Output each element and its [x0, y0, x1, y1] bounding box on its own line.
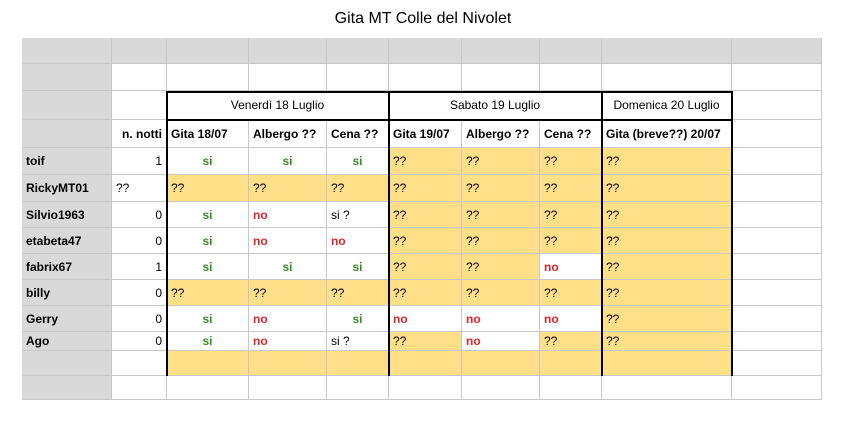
column-header-gita3[interactable]: Gita (breve??) 20/07 [602, 120, 732, 148]
column-header-cell[interactable] [462, 38, 540, 64]
answer-cell[interactable]: no [327, 228, 389, 254]
empty-cell[interactable] [462, 351, 540, 376]
empty-cell[interactable] [732, 120, 822, 148]
nights-cell[interactable]: 1 [112, 254, 167, 280]
nights-cell[interactable]: 0 [112, 306, 167, 332]
answer-cell[interactable]: ?? [389, 280, 462, 306]
answer-cell[interactable]: no [249, 228, 327, 254]
answer-cell[interactable]: si ? [327, 332, 389, 351]
row-header-cell[interactable] [22, 64, 112, 91]
empty-cell[interactable] [167, 351, 249, 376]
empty-cell[interactable] [540, 376, 602, 400]
empty-cell[interactable] [112, 64, 167, 91]
answer-cell[interactable]: si [167, 148, 249, 175]
answer-cell[interactable]: si [327, 254, 389, 280]
participant-name[interactable]: billy [22, 280, 112, 306]
column-header-cell[interactable] [22, 38, 112, 64]
empty-cell[interactable] [462, 64, 540, 91]
answer-cell[interactable]: ?? [602, 306, 732, 332]
answer-cell[interactable]: si [327, 306, 389, 332]
answer-cell[interactable]: ?? [327, 280, 389, 306]
group-header-saturday[interactable]: Sabato 19 Luglio [389, 91, 602, 120]
answer-cell[interactable]: ?? [602, 280, 732, 306]
empty-cell[interactable] [732, 280, 822, 306]
answer-cell[interactable]: si [167, 202, 249, 228]
empty-cell[interactable] [327, 64, 389, 91]
answer-cell[interactable]: ?? [602, 202, 732, 228]
nights-cell[interactable]: 0 [112, 332, 167, 351]
empty-cell[interactable] [167, 64, 249, 91]
answer-cell[interactable]: no [540, 306, 602, 332]
answer-cell[interactable]: ?? [389, 332, 462, 351]
answer-cell[interactable]: si ? [327, 202, 389, 228]
column-header-albergo2[interactable]: Albergo ?? [462, 120, 540, 148]
column-header-gita1[interactable]: Gita 18/07 [167, 120, 249, 148]
column-header-albergo1[interactable]: Albergo ?? [249, 120, 327, 148]
row-header-cell[interactable] [22, 91, 112, 120]
column-header-cell[interactable] [732, 38, 822, 64]
empty-cell[interactable] [249, 376, 327, 400]
answer-cell[interactable]: ?? [540, 175, 602, 202]
group-header-friday[interactable]: Venerdì 18 Luglio [167, 91, 389, 120]
empty-cell[interactable] [462, 376, 540, 400]
empty-cell[interactable] [327, 351, 389, 376]
answer-cell[interactable]: ?? [462, 202, 540, 228]
column-header-cell[interactable] [249, 38, 327, 64]
empty-cell[interactable] [540, 351, 602, 376]
answer-cell[interactable]: no [462, 332, 540, 351]
empty-cell[interactable] [732, 351, 822, 376]
answer-cell[interactable]: no [249, 332, 327, 351]
answer-cell[interactable]: ?? [167, 280, 249, 306]
row-header-cell[interactable] [22, 351, 112, 376]
column-header-cell[interactable] [112, 38, 167, 64]
participant-name[interactable]: toif [22, 148, 112, 175]
empty-cell[interactable] [602, 64, 732, 91]
answer-cell[interactable]: ?? [389, 148, 462, 175]
empty-cell[interactable] [112, 376, 167, 400]
answer-cell[interactable]: si [167, 306, 249, 332]
empty-cell[interactable] [249, 64, 327, 91]
answer-cell[interactable]: ?? [389, 228, 462, 254]
answer-cell[interactable]: si [167, 254, 249, 280]
empty-cell[interactable] [112, 351, 167, 376]
nights-cell[interactable]: 0 [112, 228, 167, 254]
participant-name[interactable]: Gerry [22, 306, 112, 332]
answer-cell[interactable]: ?? [327, 175, 389, 202]
answer-cell[interactable]: ?? [462, 254, 540, 280]
participant-name[interactable]: etabeta47 [22, 228, 112, 254]
answer-cell[interactable]: ?? [462, 228, 540, 254]
answer-cell[interactable]: ?? [462, 175, 540, 202]
column-header-gita2[interactable]: Gita 19/07 [389, 120, 462, 148]
empty-cell[interactable] [732, 91, 822, 120]
answer-cell[interactable]: ?? [389, 202, 462, 228]
answer-cell[interactable]: no [249, 306, 327, 332]
answer-cell[interactable]: ?? [602, 332, 732, 351]
group-border [166, 91, 733, 93]
answer-cell[interactable]: si [327, 148, 389, 175]
column-header-nights[interactable]: n. notti [112, 120, 167, 148]
answer-cell[interactable]: si [167, 228, 249, 254]
answer-cell[interactable]: ?? [389, 254, 462, 280]
empty-cell[interactable] [602, 376, 732, 400]
participant-name[interactable]: Silvio1963 [22, 202, 112, 228]
group-border [166, 119, 733, 121]
empty-cell[interactable] [540, 64, 602, 91]
column-header-cell[interactable] [327, 38, 389, 64]
answer-cell[interactable]: si [167, 332, 249, 351]
empty-cell[interactable] [389, 351, 462, 376]
group-border [388, 91, 390, 376]
empty-cell[interactable] [389, 376, 462, 400]
empty-cell[interactable] [732, 254, 822, 280]
column-header-cell[interactable] [167, 38, 249, 64]
empty-cell[interactable] [249, 351, 327, 376]
participant-name[interactable]: Ago [22, 332, 112, 351]
participant-name[interactable]: RickyMT01 [22, 175, 112, 202]
empty-cell[interactable] [732, 228, 822, 254]
empty-cell[interactable] [327, 376, 389, 400]
column-header-cena2[interactable]: Cena ?? [540, 120, 602, 148]
answer-cell[interactable]: ?? [602, 228, 732, 254]
answer-cell[interactable]: ?? [167, 175, 249, 202]
empty-cell[interactable] [732, 148, 822, 175]
answer-cell[interactable]: ?? [602, 254, 732, 280]
empty-cell[interactable] [602, 351, 732, 376]
answer-cell[interactable]: ?? [389, 175, 462, 202]
answer-cell[interactable]: ?? [540, 280, 602, 306]
answer-cell[interactable]: ?? [602, 148, 732, 175]
empty-cell[interactable] [732, 175, 822, 202]
row-header-cell[interactable] [22, 376, 112, 400]
empty-cell[interactable] [112, 91, 167, 120]
empty-cell[interactable] [732, 306, 822, 332]
answer-cell[interactable]: ?? [462, 148, 540, 175]
empty-cell[interactable] [732, 376, 822, 400]
group-border [166, 91, 168, 376]
answer-cell[interactable]: no [462, 306, 540, 332]
answer-cell[interactable]: si [249, 148, 327, 175]
answer-cell[interactable]: ?? [540, 228, 602, 254]
empty-cell[interactable] [389, 64, 462, 91]
nights-cell[interactable]: 0 [112, 202, 167, 228]
nights-cell[interactable]: 1 [112, 148, 167, 175]
group-border [601, 91, 603, 376]
column-header-cena1[interactable]: Cena ?? [327, 120, 389, 148]
group-header-sunday[interactable]: Domenica 20 Luglio [602, 91, 732, 120]
answer-cell[interactable]: ?? [540, 148, 602, 175]
answer-cell[interactable]: ?? [249, 175, 327, 202]
sheet-title: Gita MT Colle del Nivolet [334, 10, 512, 27]
answer-cell[interactable]: no [249, 202, 327, 228]
answer-cell[interactable]: ?? [462, 280, 540, 306]
participant-name[interactable]: fabrix67 [22, 254, 112, 280]
empty-cell[interactable] [167, 376, 249, 400]
group-border [731, 91, 733, 376]
answer-cell[interactable]: ?? [540, 332, 602, 351]
nights-cell[interactable]: ?? [112, 175, 167, 202]
empty-cell[interactable] [732, 202, 822, 228]
answer-cell[interactable]: ?? [602, 175, 732, 202]
answer-cell[interactable]: ?? [540, 202, 602, 228]
answer-cell[interactable]: no [540, 254, 602, 280]
column-header-cell[interactable] [540, 38, 602, 64]
answer-cell[interactable]: ?? [249, 280, 327, 306]
answer-cell[interactable]: no [389, 306, 462, 332]
answer-cell[interactable]: si [249, 254, 327, 280]
empty-cell[interactable] [732, 332, 822, 351]
column-header-cell[interactable] [389, 38, 462, 64]
column-header-cell[interactable] [602, 38, 732, 64]
nights-cell[interactable]: 0 [112, 280, 167, 306]
row-header-cell[interactable] [22, 120, 112, 148]
empty-cell[interactable] [732, 64, 822, 91]
